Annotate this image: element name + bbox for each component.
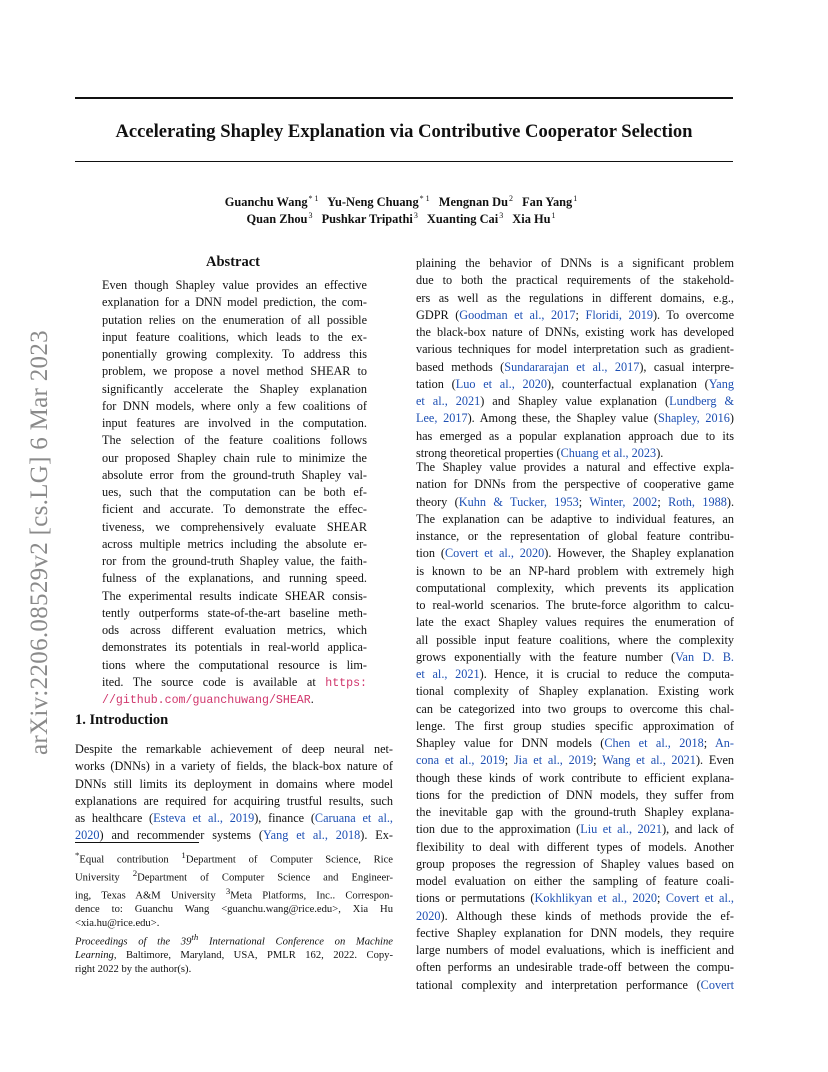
- citation-link[interactable]: Shapley, 2016: [658, 411, 730, 426]
- citation-link[interactable]: Van D. B.: [675, 649, 734, 664]
- citation-link[interactable]: Esteva et al., 2019: [153, 811, 255, 825]
- intro-paragraph-right-2: The Shapley value provides a natural and effective expla- nation for DNNs from the perspective of cooperative game theory (Kuhn & Tucker, 1953; Winter, 2002; Roth, 1988). The explanation can be adaptive to individual features, an instance, or the representation of global feature contribu- tion (Covert et al., 2020). However, the Shapley explanation is known to be an NP-hard problem with extremely high computational complexity, which prevents its application to real-world scenarios. The brute-force algorithm to calcu- late the exact Shapley values requires the enumeration of all possible input feature coalitions, where the complexity grows exponentially with the feature number (Van D. B. et al., 2021). Hence, it is crucial to reduce the computa- tional complexity of Shapley explanation. Existing work can be categorized into two groups to overcome this chal- lenge. The first group studies specific approximation of Shapley value for DNN models (Chen et al., 2018; An- cona et al., 2019; Jia et al., 2019; Wang et al., 2021). Even though these kinds of work contribute to efficient explana- tions for the prediction of DNN models, they suffer from the inevitable gap with the ground-truth Shapley explana- tion due to the approximation (Liu et al., 2021), and lack of flexibility to deal with different types of models. Another group proposes the regression of Shapley values based on model evaluation on either the sampling of feature coali- tions or permutations (Kokhlikyan et al., 2020; Covert et al., 2020). Although these kinds of methods provide the ef- fective Shapley explanation for DNN models, they require large numbers of model evaluations, which is inefficient and often performs an undesirable trade-off between the compu- tational complexity and interpretation performance (Covert: [416, 460, 735, 992]
- footnote-rule: [75, 842, 199, 843]
- author-name: Pushkar Tripathi: [321, 212, 413, 227]
- title-rule-bottom: [75, 161, 733, 162]
- title-rule-top: [75, 97, 733, 99]
- citation-link[interactable]: 2020: [416, 908, 441, 923]
- citation-link[interactable]: Sundararajan et al., 2017: [504, 359, 640, 374]
- paper-title: Accelerating Shapley Explanation via Contributive Cooperator Selection: [115, 121, 693, 142]
- citation-link[interactable]: Covert et al., 2020: [445, 546, 545, 561]
- citation-link[interactable]: Chen et al., 2018: [604, 736, 704, 750]
- author-name: Mengnan Du: [438, 195, 508, 210]
- author-name: Xia Hu: [512, 212, 551, 227]
- citation-link[interactable]: et al., 2021: [416, 394, 481, 408]
- citation-link[interactable]: cona et al., 2019: [416, 753, 505, 768]
- author-name: Guanchu Wang: [224, 195, 308, 210]
- citation-link[interactable]: Liu et al., 2021: [580, 822, 663, 837]
- citation-link[interactable]: Caruana et al.,: [314, 811, 393, 825]
- citation-link[interactable]: Luo et al., 2020: [455, 376, 548, 391]
- footnote-proceedings: Proceedings of the 39th International Conference on Machine Learning, Baltimore, Maryland, USA, PMLR 162, 2022. Copy- right 2022 by the author(s).: [75, 932, 393, 975]
- citation-link[interactable]: et al., 2021: [416, 667, 480, 681]
- citation-link[interactable]: Wang et al., 2021: [602, 753, 696, 768]
- source-code-link-cont[interactable]: //github.com/guanchuwang/SHEAR: [102, 694, 311, 707]
- section-heading-introduction: 1. Introduction: [75, 712, 169, 728]
- citation-link[interactable]: An-: [714, 736, 734, 750]
- citation-link[interactable]: Covert: [700, 977, 734, 992]
- citation-link[interactable]: Winter, 2002: [589, 494, 658, 509]
- abstract-body: Even though Shapley value provides an effective explanation for a DNN model prediction, the com- putation relies on the enumeration of all possible input feature coalitions, which leads to the ex- ponentially growing complexity. To address this problem, we propose a novel method SHEAR to significantly accelerate the Shapley explanation for DNN models, where only a few coalitions of input features are involved in the computation. The selection of the feature coalitions follows our proposed Shapley chain rule to minimize the absolute error from the ground-truth Shapley val- ues, such that the computation can be both ef- ficient and accurate. To demonstrate the effec- tiveness, we comprehensively evaluate SHEAR across multiple metrics including the absolute er- ror from the ground-truth Shapley value, the faith- fulness of the explanations, and running speed. The experimental results indicate SHEAR consis- tently outperforms state-of-the-art baseline meth- ods across different evaluation metrics, which demonstrates its potentials in real-world applica- tions where the computational resource is lim- ited. The source code is available at https: //github.com/guanchuwang/SHEAR.: [102, 278, 367, 707]
- citation-link[interactable]: Covert et al.,: [665, 891, 734, 906]
- footnote-affiliations: *Equal contribution $^1$Department of Computer Science, Rice University $^2$Department of Computer Science and Engineer- ing, Texas A&M University $^3$Meta Platforms, Inc.. Correspon- dence to: Guanchu Wang <guanchu.wang@rice.edu>, Xia Hu <xia.hu@rice.edu>.: [75, 850, 393, 929]
- author-name: Yu-Neng Chuang: [327, 195, 419, 210]
- intro-paragraph: Despite the remarkable achievement of deep neural net- works (DNNs) in a variety of fields, the black-box nature of DNNs still limits its deployment in domains where model explanations are required for acquiring trustful results, such as healthcare (Esteva et al., 2019), finance (Caruana et al., 2020) and recommender systems (Yang et al., 2018). Ex-: [75, 742, 393, 843]
- author-name: Quan Zhou: [246, 212, 308, 227]
- citation-link[interactable]: 2020: [75, 828, 100, 843]
- source-code-link[interactable]: https:: [325, 676, 367, 690]
- citation-link[interactable]: Lundberg &: [669, 394, 734, 408]
- abstract-heading: Abstract: [206, 254, 260, 270]
- citation-link[interactable]: Chuang et al., 2023: [560, 445, 657, 460]
- author-name: Xuanting Cai: [426, 212, 499, 227]
- citation-link[interactable]: Yang: [708, 376, 734, 391]
- citation-link[interactable]: Jia et al., 2019: [513, 753, 594, 768]
- citation-link[interactable]: Yang et al., 2018: [263, 828, 361, 843]
- citation-link[interactable]: Kokhlikyan et al., 2020: [534, 891, 658, 906]
- citation-link[interactable]: Lee, 2017: [416, 411, 468, 426]
- citation-link[interactable]: Roth, 1988: [668, 494, 727, 509]
- citation-link[interactable]: Floridi, 2019: [585, 307, 653, 322]
- author-name: Fan Yang: [522, 195, 573, 210]
- author-line-2: Quan Zhou$^3$ Pushkar Tripathi$^3$ Xuanting Cai$^3$ Xia Hu$^1$: [246, 211, 556, 227]
- author-line-1: Guanchu Wang$^{* 1}$ Yu-Neng Chuang$^{* 1}$ Mengnan Du$^2$ Fan Yang$^1$: [224, 194, 578, 210]
- intro-paragraph-right-1: plaining the behavior of DNNs is a significant problem due to both the practical requirements of the stakehold- ers as well as the regulations in different domains, e.g., GDPR (Goodman et al., 2017; Floridi, 2019). To overcome the black-box nature of DNNs, existing work has developed various techniques for model interpretation such as gradient- based methods (Sundararajan et al., 2017), casual interpre- tation (Luo et al., 2020), counterfactual explanation (Yang et al., 2021) and Shapley value explanation (Lundberg & Lee, 2017). Among these, the Shapley value (Shapley, 2016) has emerged as a popular explanation approach due to its strong theoretical properties (Chuang et al., 2023).: [416, 256, 735, 460]
- arxiv-identifier: arXiv:2206.08529v2 [cs.LG] 6 Mar 2023: [26, 330, 53, 755]
- citation-link[interactable]: Kuhn & Tucker, 1953: [458, 494, 579, 509]
- citation-link[interactable]: Goodman et al., 2017: [459, 307, 576, 322]
